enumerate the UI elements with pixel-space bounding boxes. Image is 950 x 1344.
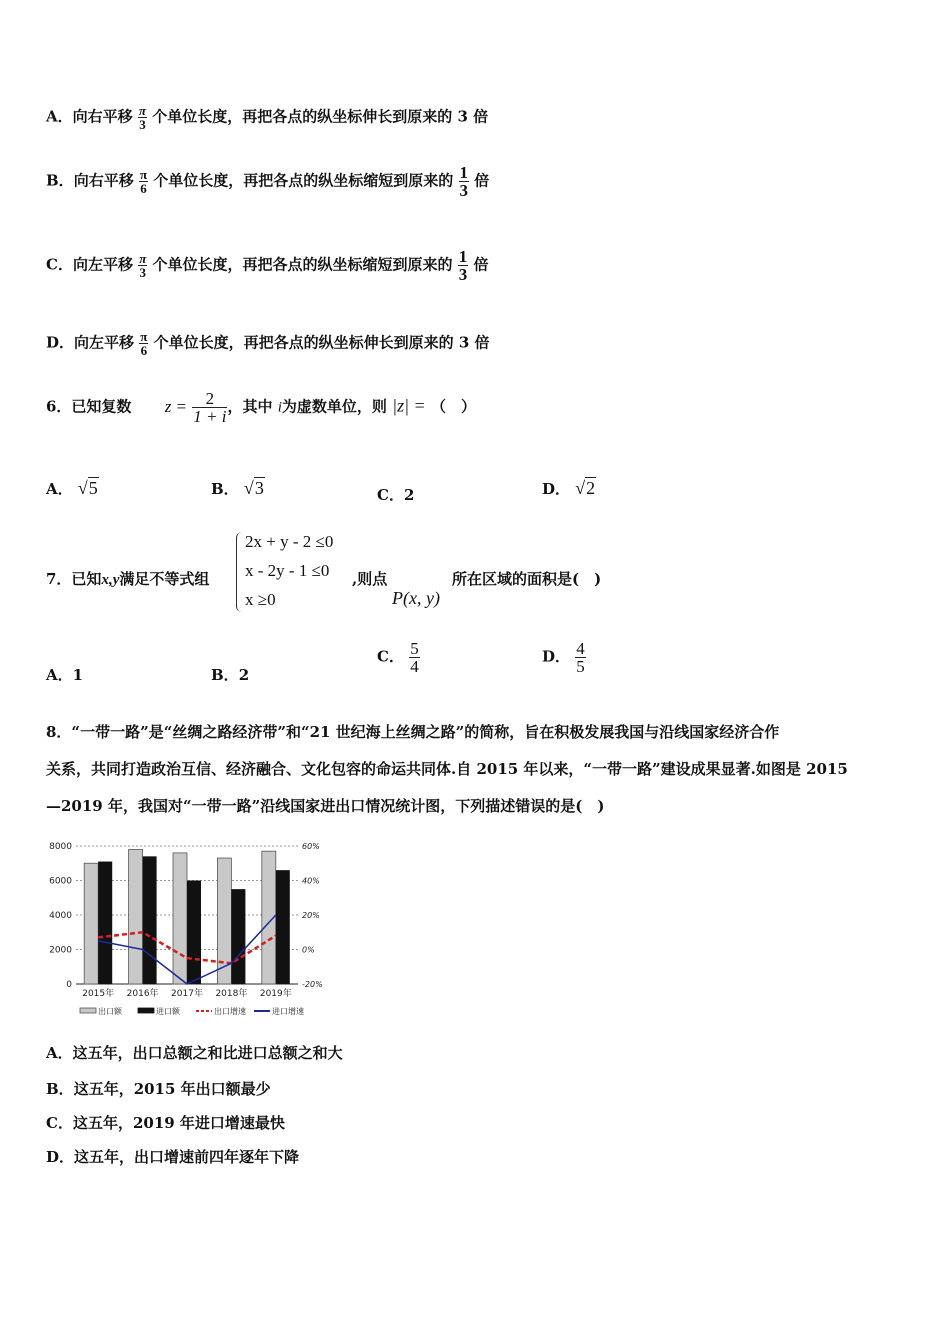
chart-x-tick-label: 2017年 <box>171 989 203 999</box>
q8-stem <box>46 714 906 825</box>
q6-option-a[interactable]: A． √5 <box>46 478 98 498</box>
chart-x-tick-label: 2016年 <box>126 989 159 999</box>
q7-stem-prefix: 7．已知x,y满足不等式组 <box>46 570 210 588</box>
q7-option-c[interactable]: C． $\frac{5}{4}$ <box>377 639 419 676</box>
chart-x-tick-label: 2018年 <box>215 989 248 999</box>
chart-bar-export <box>129 849 143 984</box>
q6-stem: 6．已知复数 z = $\frac{2}{1 + i}$ ，其中 i为虚数单位，则 |z| = （ ） <box>46 389 476 426</box>
q6-option-c[interactable]: C．2 <box>377 486 415 504</box>
q6-option-b[interactable]: B． √3 <box>211 478 264 498</box>
q6-option-d[interactable]: D． √2 <box>542 478 596 498</box>
chart-y2-tick-label: 20% <box>302 911 320 920</box>
q8-option-c[interactable]: C．这五年，2019 年进口增速最快 <box>46 1114 285 1132</box>
chart-bar-export <box>173 853 187 984</box>
chart-y2-tick-label: 0% <box>302 945 315 955</box>
chart-legend-label: 进口额 <box>156 1007 180 1016</box>
q7-point: P(x, y) <box>392 588 440 608</box>
chart-y2-tick-label: -20% <box>302 980 323 989</box>
q7-option-a[interactable]: A．1 <box>46 666 84 684</box>
q8-stem-line-1: 8．“一带一路”是“丝绸之路经济带”和“21 世纪海上丝绸之路”的简称，旨在积极发展我国与沿线国家经济合作 <box>46 723 780 741</box>
chart-y-tick-label: 6000 <box>49 876 72 887</box>
chart-bar-export <box>217 858 231 984</box>
chart-y-tick-label: 8000 <box>49 842 72 852</box>
chart-bar-import <box>231 889 245 984</box>
chart-legend-label: 出口额 <box>98 1007 122 1016</box>
q5-option-d[interactable]: D．向左平移 $\frac{\pi}{6}$ 个单位长度，再把各点的纵坐标伸长到原来的 3 倍 <box>46 329 490 358</box>
q8-stem-line-2: 关系，共同打造政治互信、经济融合、文化包容的命运共同体.自 2015 年以来，“一带一路”建设成果显著.如图是 2015 <box>46 760 848 778</box>
q7-inequality-1: 2x + y - 2 ≤0 <box>245 532 334 551</box>
q7-system-brace <box>236 532 243 612</box>
chart-legend-label: 出口增速 <box>214 1007 246 1016</box>
q5-option-c[interactable]: C．向左平移 $\frac{\pi}{3}$ 个单位长度，再把各点的纵坐标缩短到原来的 $\frac{1}{3}$ 倍 <box>46 247 489 284</box>
q8-option-a[interactable]: A．这五年，出口总额之和比进口总额之和大 <box>46 1044 343 1062</box>
q7-inequality-2: x - 2y - 1 ≤0 <box>245 561 330 580</box>
chart-legend-label: 进口增速 <box>272 1007 304 1016</box>
q5-option-a[interactable]: A．向右平移 $\frac{\pi}{3}$ 个单位长度，再把各点的纵坐标伸长到原来的 3 倍 <box>46 103 489 132</box>
chart-x-tick-label: 2015年 <box>82 989 115 999</box>
chart-y-tick-label: 2000 <box>49 945 72 956</box>
q8-option-d[interactable]: D．这五年，出口增速前四年逐年下降 <box>46 1148 300 1166</box>
chart-bar-import <box>98 862 112 984</box>
q7-then: ,则点 <box>352 570 388 588</box>
chart-x-tick-label: 2019年 <box>259 989 292 999</box>
q8-trade-chart <box>40 836 350 1026</box>
q7-tail: 所在区域的面积是( ) <box>452 570 602 588</box>
chart-y2-tick-label: 40% <box>302 876 320 886</box>
chart-legend-swatch <box>138 1008 154 1013</box>
q8-stem-line-3: —2019 年，我国对“一带一路”沿线国家进出口情况统计图，下列描述错误的是( ) <box>46 797 605 815</box>
chart-bar-export <box>84 863 98 984</box>
chart-legend-swatch <box>80 1008 96 1013</box>
q8-option-b[interactable]: B．这五年，2015 年出口额最少 <box>46 1080 271 1098</box>
chart-y-tick-label: 0 <box>66 980 72 990</box>
chart-y2-tick-label: 60% <box>302 842 320 851</box>
q7-option-b[interactable]: B．2 <box>211 666 250 684</box>
q7-option-d[interactable]: D． $\frac{4}{5}$ <box>542 639 585 676</box>
chart-bar-import <box>276 870 290 984</box>
chart-y-tick-label: 4000 <box>49 911 72 921</box>
chart-bar-import <box>187 881 201 985</box>
q5-option-b[interactable]: B．向右平移 $\frac{\pi}{6}$ 个单位长度，再把各点的纵坐标缩短到原来的 $\frac{1}{3}$ 倍 <box>46 163 490 200</box>
q7-inequality-3: x ≥0 <box>245 590 276 609</box>
chart-bar-import <box>143 856 157 984</box>
